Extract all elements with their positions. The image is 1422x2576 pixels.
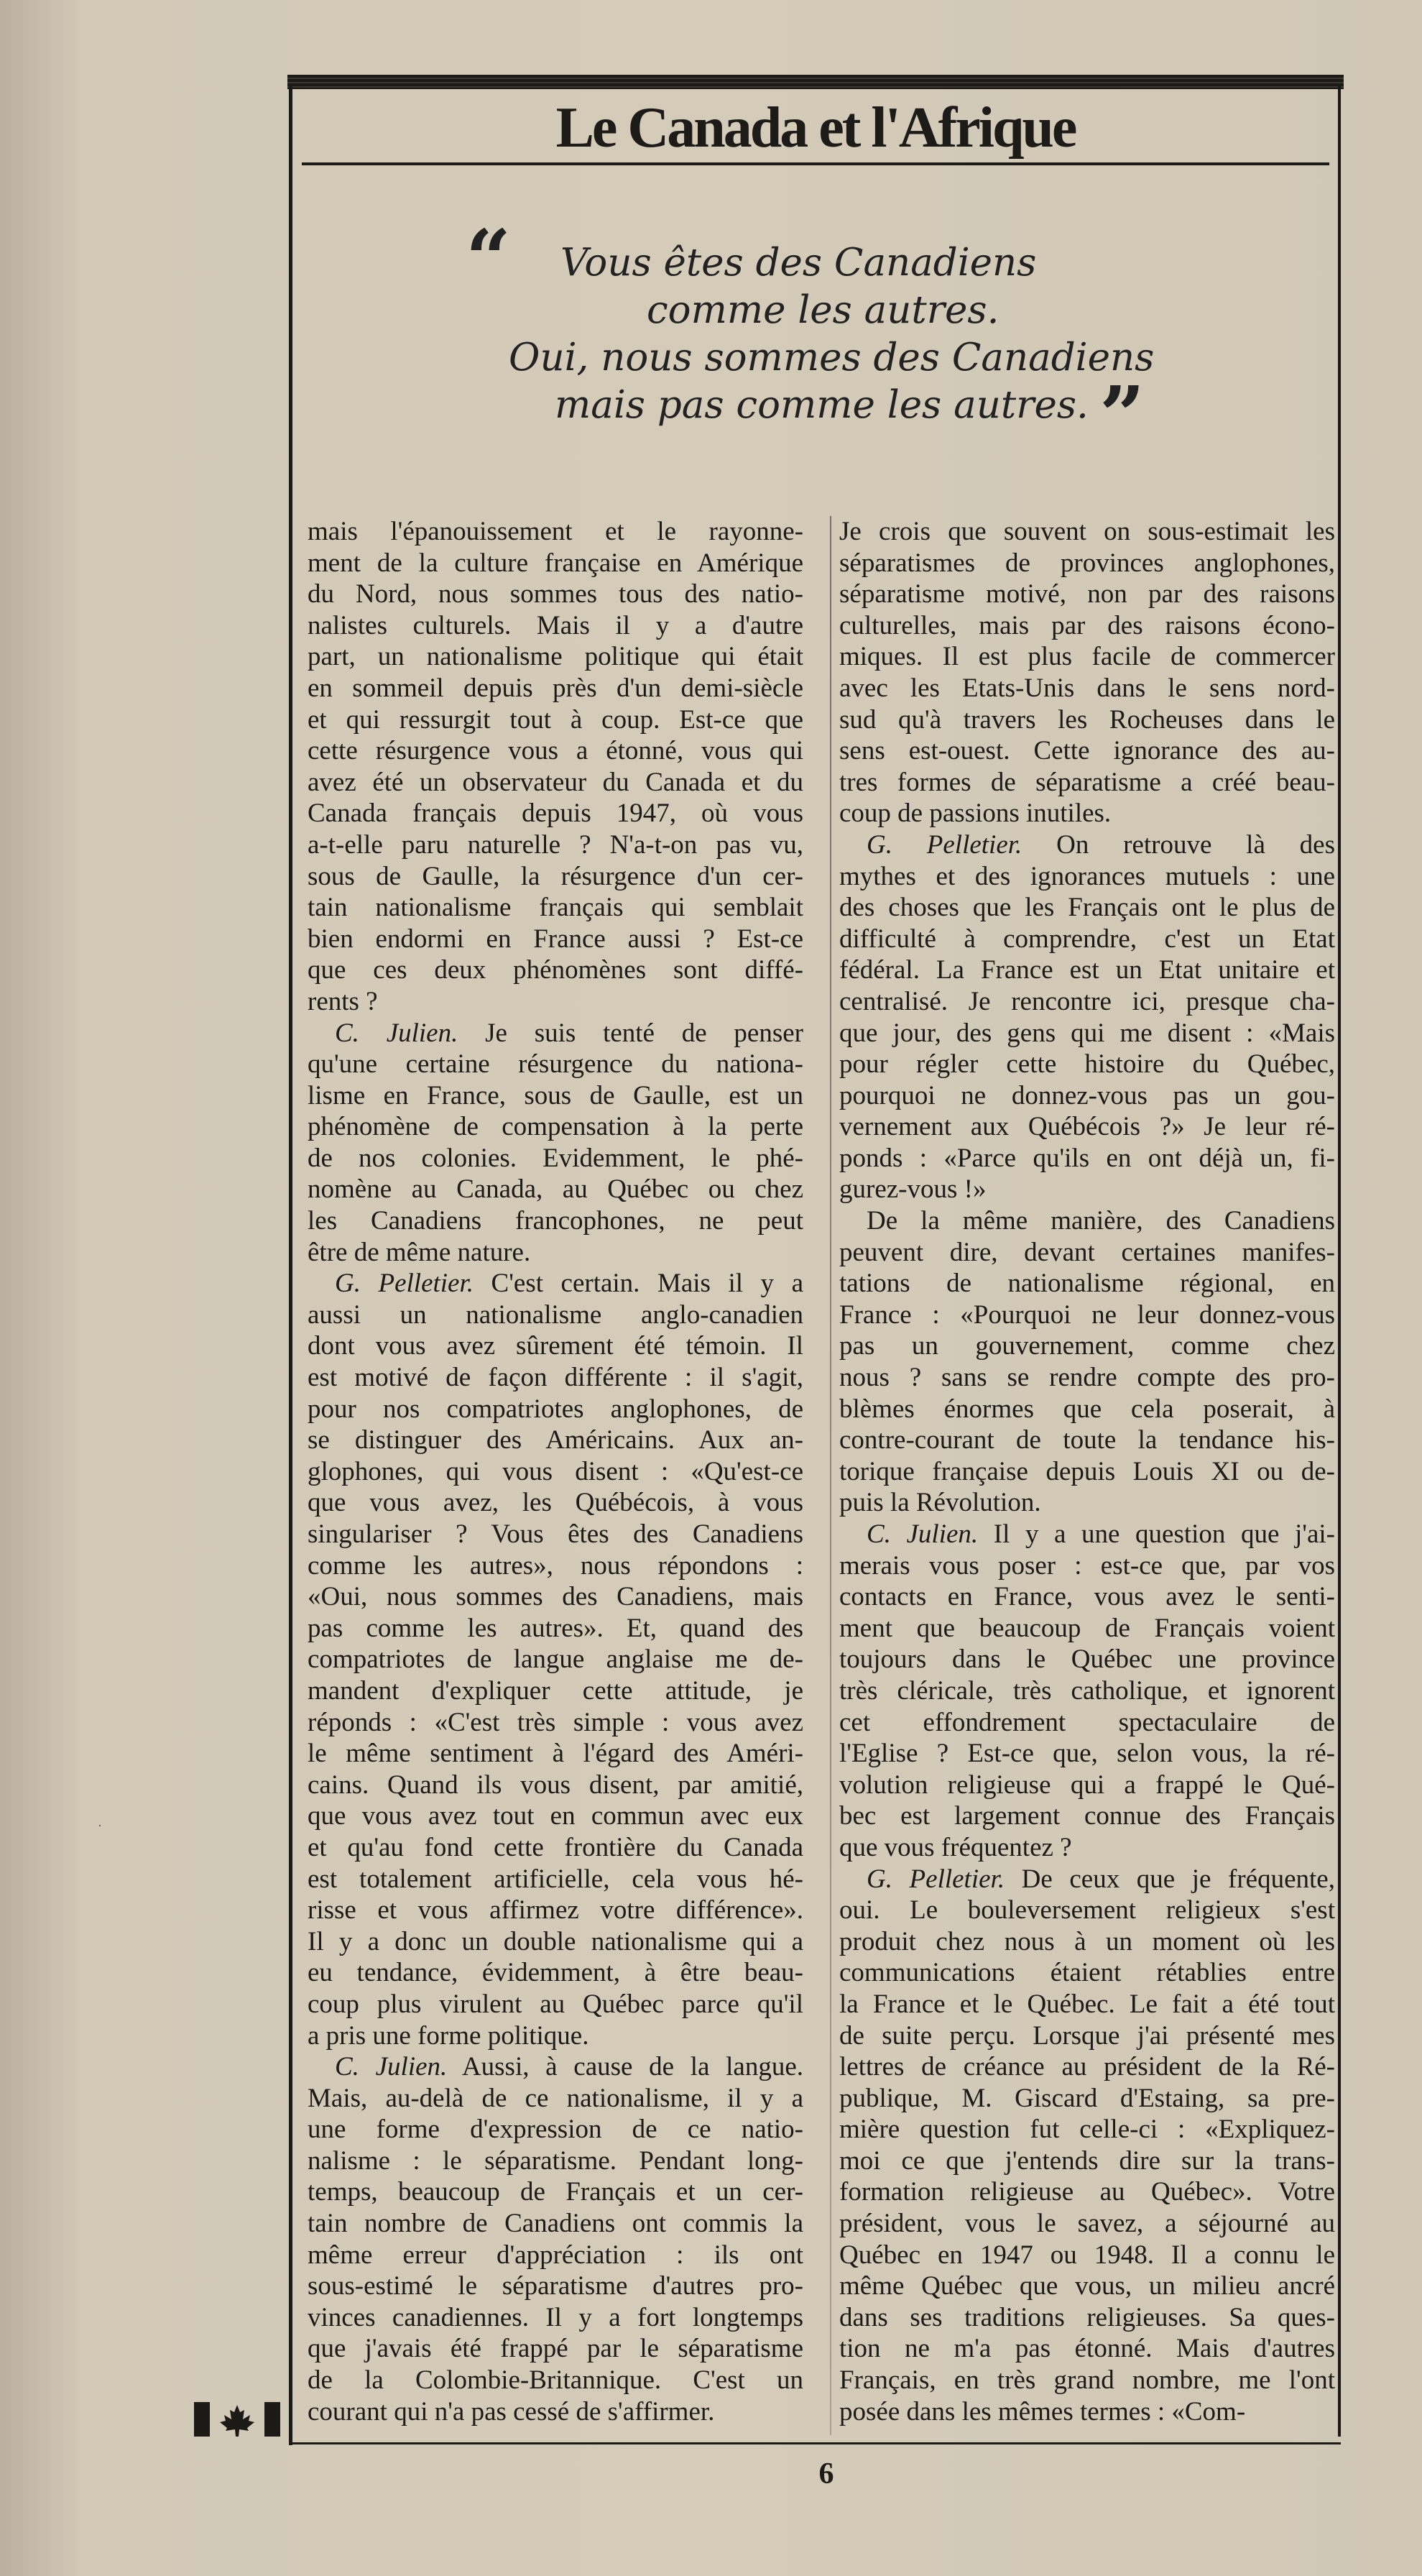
text-line: avez été un observateur du Canada et du xyxy=(308,767,803,797)
quote-line: Vous êtes des Canadiens xyxy=(560,241,1037,285)
text-line: volution religieuse qui a frappé le Qué- xyxy=(839,1770,1335,1800)
text-line: que vous avez, les Québécois, à vous xyxy=(308,1488,803,1518)
text-line: le même sentiment à l'égard des Améri- xyxy=(308,1739,803,1769)
text-line: contacts en France, vous avez le senti- xyxy=(839,1582,1335,1612)
text-line: ponds : «Parce qu'ils en ont déjà un, fi- xyxy=(839,1143,1335,1173)
article-column-left xyxy=(308,516,803,2427)
text-line: que ces deux phénomènes sont diffé- xyxy=(308,955,803,985)
text-line: rents ? xyxy=(308,986,378,1016)
text-line: de suite perçu. Lorsque j'ai présenté mes xyxy=(839,2020,1335,2051)
text-line: C. Julien. Je suis tenté de penser xyxy=(335,1018,803,1048)
text-line: et qu'au fond cette frontière du Canada xyxy=(308,1832,803,1862)
text-line: cains. Quand ils vous disent, par amitié, xyxy=(308,1770,803,1800)
text-line: réponds : «C'est très simple : vous avez xyxy=(308,1707,803,1737)
text-line: en sommeil depuis près d'un demi-siècle xyxy=(308,673,803,703)
text-line: peuvent dire, devant certaines manifes- xyxy=(839,1237,1335,1267)
text-line: G. Pelletier. C'est certain. Mais il y a xyxy=(335,1269,803,1299)
text-line: puis la Révolution. xyxy=(839,1488,1041,1518)
text-line: G. Pelletier. De ceux que je fréquente, xyxy=(867,1864,1335,1894)
title-underline xyxy=(302,162,1329,165)
scan-speck: · xyxy=(98,1818,102,1833)
text-line: difficulté à comprendre, c'est un Etat xyxy=(839,924,1335,954)
speaker-name: C. Julien. xyxy=(335,2052,448,2082)
text-line: nalisme : le séparatisme. Pendant long- xyxy=(308,2145,803,2176)
text-line: que vous avez tout en commun avec eux xyxy=(308,1801,803,1831)
text-line: président, vous le savez, a séjourné au xyxy=(839,2209,1335,2239)
text-line: a-t-elle paru naturelle ? N'a-t-on pas vu, xyxy=(308,829,803,860)
text-line: comme les autres», nous répondons : xyxy=(308,1550,803,1581)
text-line: tion ne m'a pas étonné. Mais d'autres xyxy=(839,2334,1335,2364)
text-line: «Oui, nous sommes des Canadiens, mais xyxy=(308,1582,803,1612)
text-line: centralisé. Je rencontre ici, presque cha- xyxy=(839,986,1335,1016)
text-line: risse et vous affirmez votre différence». xyxy=(308,1895,803,1926)
text-line: nomène au Canada, au Québec ou chez xyxy=(308,1174,803,1205)
article-column-right xyxy=(839,516,1335,2427)
text-line: C. Julien. Il y a une question que j'ai- xyxy=(867,1519,1335,1549)
text-line: pour nos compatriotes anglophones, de xyxy=(308,1394,803,1424)
text-line: même erreur d'appréciation : ils ont xyxy=(308,2240,803,2270)
text-line: France : «Pourquoi ne leur donnez-vous xyxy=(839,1300,1335,1330)
page-number: 6 xyxy=(818,2457,834,2490)
open-quote-mark: “ xyxy=(466,212,512,305)
speaker-name: G. Pelletier. xyxy=(867,1864,1005,1894)
text-line: et qui ressurgit tout à coup. Est-ce que xyxy=(308,704,803,735)
text-line: cette résurgence vous a étonné, vous qui xyxy=(308,736,803,766)
quote-line: mais pas comme les autres. xyxy=(555,383,1089,427)
text-line: fédéral. La France est un Etat unitaire et xyxy=(839,955,1335,985)
text-line: tations de nationalisme régional, en xyxy=(839,1269,1335,1299)
text-line: que jour, des gens qui me disent : «Mais xyxy=(839,1018,1335,1048)
speaker-name: G. Pelletier. xyxy=(867,829,1022,860)
text-line: C. Julien. Aussi, à cause de la langue. xyxy=(335,2052,803,2082)
text-line: vernement aux Québécois ?» Je leur ré- xyxy=(839,1112,1335,1142)
text-line: tres formes de séparatisme a créé beau- xyxy=(839,767,1335,797)
text-line: même Québec que vous, un milieu ancré xyxy=(839,2271,1335,2301)
text-line: des choses que les Français ont le plus de xyxy=(839,893,1335,923)
text-line: est totalement artificielle, cela vous hé- xyxy=(308,1864,803,1894)
text-line: produit chez nous à un moment où les xyxy=(839,1926,1335,1956)
text-line: glophones, qui vous disent : «Qu'est-ce xyxy=(308,1456,803,1486)
text-line: gurez-vous !» xyxy=(839,1174,987,1205)
quote-line: Oui, nous sommes des Canadiens xyxy=(509,336,1155,380)
text-line: mière question fut celle-ci : «Expliquez- xyxy=(839,2115,1335,2145)
text-line: mais l'épanouissement et le rayonne- xyxy=(308,517,803,546)
text-line: une forme d'expression de ce natio- xyxy=(308,2115,803,2145)
text-line: pour régler cette histoire du Québec, xyxy=(839,1049,1335,1080)
text-line: nalistes culturels. Mais il y a d'autre xyxy=(308,610,803,640)
text-line: que vous fréquentez ? xyxy=(839,1832,1072,1862)
text-line: pourquoi ne donnez-vous pas un gou- xyxy=(839,1080,1335,1110)
text-line: mandent d'expliquer cette attitude, je xyxy=(308,1675,803,1706)
text-line: avec les Etats-Unis dans le sens nord- xyxy=(839,673,1335,703)
text-line: l'Eglise ? Est-ce que, selon vous, la ré- xyxy=(839,1739,1335,1769)
text-line: merais vous poser : est-ce que, par vos xyxy=(839,1550,1335,1581)
text-line: coup plus virulent au Québec parce qu'il xyxy=(308,1989,803,2019)
text-line: Français, en très grand nombre, me l'ont xyxy=(839,2365,1335,2396)
text-line: publique, M. Giscard d'Estaing, sa pre- xyxy=(839,2083,1335,2113)
text-line: Québec en 1947 ou 1948. Il a connu le xyxy=(839,2240,1335,2270)
text-line: pas comme les autres». Et, quand des xyxy=(308,1613,803,1643)
page-title: Le Canada et l'Afrique xyxy=(555,96,1076,160)
text-line: bec est largement connue des Français xyxy=(839,1801,1335,1831)
text-line: a pris une forme politique. xyxy=(308,2020,589,2051)
text-line: de la Colombie-Britannique. C'est un xyxy=(308,2365,803,2396)
text-line: coup de passions inutiles. xyxy=(839,799,1112,829)
quote-line: comme les autres. xyxy=(647,288,999,332)
text-line: eu tendance, évidemment, à être beau- xyxy=(308,1958,803,1988)
text-line: part, un nationalisme politique qui était xyxy=(308,642,803,672)
text-line: lisme en France, sous de Gaulle, est un xyxy=(308,1080,803,1110)
text-line: blèmes énormes que cela poserait, à xyxy=(839,1394,1335,1424)
text-line: singulariser ? Vous êtes des Canadiens xyxy=(308,1519,803,1549)
text-line: séparatismes de provinces anglophones, xyxy=(839,548,1335,578)
speaker-name: G. Pelletier. xyxy=(335,1269,474,1299)
text-line: sud qu'à travers les Rocheuses dans le xyxy=(839,704,1335,735)
speaker-name: C. Julien. xyxy=(867,1519,979,1549)
text-line: compatriotes de langue anglaise me de- xyxy=(308,1644,803,1675)
text-line: De la même manière, des Canadiens xyxy=(867,1206,1335,1236)
top-rule xyxy=(287,75,1344,89)
text-line: très cléricale, très catholique, et ignorent xyxy=(839,1675,1335,1706)
text-line: nous ? sans se rendre compte des pro- xyxy=(839,1363,1335,1393)
text-line: est motivé de façon différente : il s'agit, xyxy=(308,1363,803,1393)
text-line: séparatisme motivé, non par des raisons xyxy=(839,579,1335,610)
text-line: lettres de créance au président de la Ré- xyxy=(839,2052,1335,2082)
text-line: Mais, au-delà de ce nationalisme, il y a xyxy=(308,2083,803,2113)
text-line: de nos colonies. Evidemment, le phé- xyxy=(308,1143,803,1173)
text-line: qu'une certaine résurgence du nationa- xyxy=(308,1049,803,1080)
text-line: Je crois que souvent on sous-estimait les xyxy=(839,517,1335,546)
text-line: sous de Gaulle, la résurgence d'un cer- xyxy=(308,861,803,891)
text-line: moi ce que j'entends dire sur la trans- xyxy=(839,2145,1335,2176)
text-line: ment que beaucoup de Français voient xyxy=(839,1613,1335,1643)
canada-flag-icon xyxy=(194,2399,280,2439)
text-line: phénomène de compensation à la perte xyxy=(308,1112,803,1142)
text-line: miques. Il est plus facile de commercer xyxy=(839,642,1335,672)
text-line: culturelles, mais par des raisons écono- xyxy=(839,610,1335,640)
text-line: Il y a donc un double nationalisme qui a xyxy=(308,1926,803,1956)
text-line: bien endormi en France aussi ? Est-ce xyxy=(308,924,803,954)
text-line: temps, beaucoup de Français et un cer- xyxy=(308,2177,803,2207)
text-line: sous-estimé le séparatisme d'autres pro- xyxy=(308,2271,803,2301)
text-line: la France et le Québec. Le fait a été tout xyxy=(839,1989,1335,2019)
frame-right-border xyxy=(1338,86,1341,2437)
text-line: vinces canadiennes. Il y a fort longtemps xyxy=(308,2302,803,2332)
text-line: sens est-ouest. Cette ignorance des au- xyxy=(839,736,1335,766)
text-line: tain nationalisme français qui semblait xyxy=(308,893,803,923)
text-line: du Nord, nous sommes tous des natio- xyxy=(308,579,803,610)
column-divider xyxy=(830,516,831,2435)
text-line: contre-courant de toute la tendance his- xyxy=(839,1425,1335,1455)
text-line: pas un gouvernement, comme chez xyxy=(839,1331,1335,1361)
text-line: se distinguer des Américains. Aux an- xyxy=(308,1425,803,1455)
text-line: mythes et des ignorances mutuels : une xyxy=(839,861,1335,891)
speaker-name: C. Julien. xyxy=(335,1018,458,1048)
text-line: ment de la culture française en Amérique xyxy=(308,548,803,578)
text-line: dans ses traditions religieuses. Sa ques- xyxy=(839,2302,1335,2332)
text-line: formation religieuse au Québec». Votre xyxy=(839,2177,1335,2207)
text-line: que j'avais été frappé par le séparatisme xyxy=(308,2334,803,2364)
text-line: posée dans les mêmes termes : «Com- xyxy=(839,2396,1246,2426)
text-line: torique française depuis Louis XI ou de- xyxy=(839,1456,1335,1486)
text-line: G. Pelletier. On retrouve là des xyxy=(867,829,1335,860)
text-line: aussi un nationalisme anglo-canadien xyxy=(308,1300,803,1330)
text-line: Canada français depuis 1947, où vous xyxy=(308,799,803,829)
frame-left-border xyxy=(289,86,292,2445)
text-line: cet effondrement spectaculaire de xyxy=(839,1707,1335,1737)
frame-bottom-border xyxy=(289,2442,1341,2444)
text-line: les Canadiens francophones, ne peut xyxy=(308,1206,803,1236)
text-line: toujours dans le Québec une province xyxy=(839,1644,1335,1675)
text-line: dont vous avez sûrement été témoin. Il xyxy=(308,1331,803,1361)
text-line: courant qui n'a pas cessé de s'affirmer. xyxy=(308,2396,715,2426)
text-line: être de même nature. xyxy=(308,1237,531,1267)
text-line: tain nombre de Canadiens ont commis la xyxy=(308,2209,803,2239)
close-quote-mark: ” xyxy=(1099,369,1145,461)
text-line: communications étaient rétablies entre xyxy=(839,1958,1335,1988)
text-line: oui. Le bouleversement religieux s'est xyxy=(839,1895,1335,1926)
